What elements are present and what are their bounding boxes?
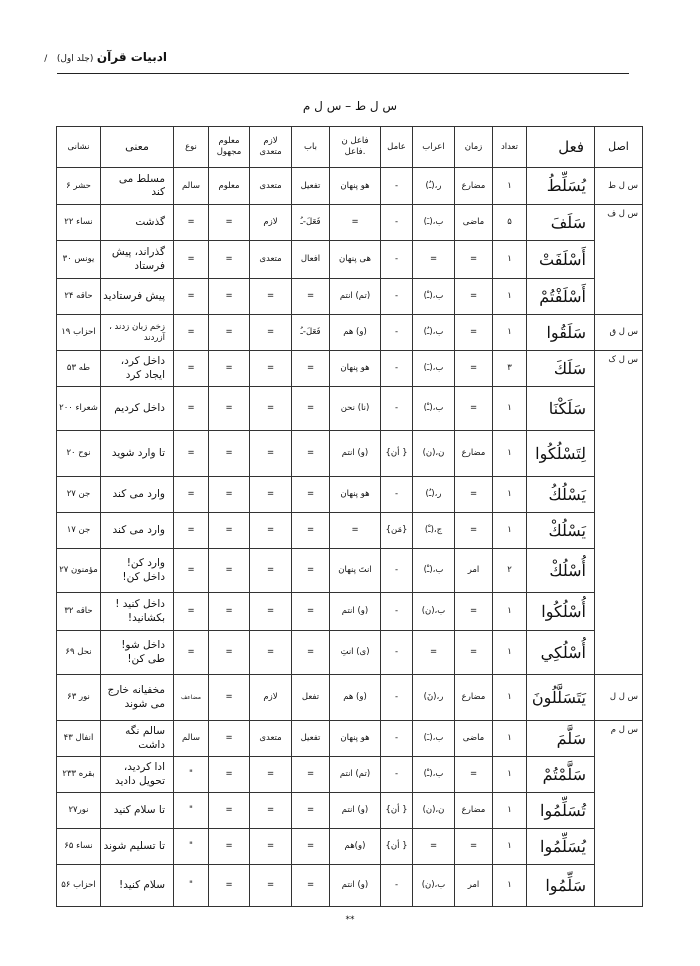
cell-amil: -: [381, 477, 413, 513]
cell-amil: { أن}: [381, 829, 413, 865]
cell-tense: مضارع: [455, 793, 493, 829]
cell-type: سالم: [174, 168, 209, 205]
col-header-transitivity: لازم متعدی: [250, 127, 292, 168]
cell-type: =: [174, 205, 209, 241]
cell-irab: =: [413, 241, 455, 279]
cell-irab: ر،(ـُ): [413, 168, 455, 205]
cell-verb: سَلَّمْتُمْ: [527, 757, 595, 793]
cell-tense: =: [455, 593, 493, 631]
cell-root: س ل ط: [595, 168, 643, 205]
cell-transitivity: =: [250, 513, 292, 549]
cell-type: ": [174, 757, 209, 793]
cell-type: =: [174, 279, 209, 315]
table-row: [57, 168, 643, 205]
cell-voice: =: [209, 631, 250, 675]
cell-voice: =: [209, 793, 250, 829]
cell-voice: =: [209, 205, 250, 241]
cell-subject: (ی) انتِ: [330, 631, 381, 675]
cell-type: =: [174, 351, 209, 387]
cell-voice: =: [209, 721, 250, 757]
cell-transitivity: =: [250, 431, 292, 477]
cell-amil: -: [381, 721, 413, 757]
cell-ref: حاقه ۲۴: [57, 279, 101, 315]
cell-root: س ل ق: [595, 315, 643, 351]
cell-voice: =: [209, 549, 250, 593]
cell-subject: (و) انتم: [330, 793, 381, 829]
cell-transitivity: =: [250, 351, 292, 387]
cell-transitivity: =: [250, 477, 292, 513]
cell-amil: -: [381, 387, 413, 431]
cell-count: ۱: [493, 241, 527, 279]
cell-tense: =: [455, 387, 493, 431]
cell-voice: =: [209, 351, 250, 387]
table-row: [57, 351, 643, 387]
cell-root: س ل ک: [595, 351, 643, 675]
cell-transitivity: متعدی: [250, 721, 292, 757]
cell-verb: تُسَلِّمُوا: [527, 793, 595, 829]
cell-count: ۱: [493, 631, 527, 675]
section-title: س ل ط – س ل م: [302, 99, 398, 113]
cell-tense: =: [455, 315, 493, 351]
cell-count: ۱: [493, 593, 527, 631]
cell-ref: مؤمنون ۲۷: [57, 549, 101, 593]
cell-ref: نساء ۲۲: [57, 205, 101, 241]
cell-verb: أُسْلُكُوا: [527, 593, 595, 631]
cell-amil: -: [381, 168, 413, 205]
col-header-tense: زمان: [455, 127, 493, 168]
cell-bab: =: [292, 593, 330, 631]
cell-count: ۱: [493, 829, 527, 865]
table-row: [57, 549, 643, 593]
cell-count: ۳: [493, 351, 527, 387]
cell-irab: ن،(ن): [413, 431, 455, 477]
cell-subject: هو پنهان: [330, 721, 381, 757]
cell-irab: ب،(ـْ): [413, 387, 455, 431]
cell-type: =: [174, 593, 209, 631]
cell-subject: (و) انتم: [330, 593, 381, 631]
cell-tense: =: [455, 279, 493, 315]
cell-tense: امر: [455, 549, 493, 593]
col-header-ref: نشانی: [57, 127, 101, 168]
cell-meaning: وارد کن! داخل کن!: [101, 549, 174, 593]
cell-count: ۱: [493, 315, 527, 351]
cell-subject: (و) هم: [330, 675, 381, 721]
table-body: [57, 168, 643, 907]
cell-tense: =: [455, 757, 493, 793]
cell-count: ۲: [493, 549, 527, 593]
cell-type: ": [174, 865, 209, 907]
cell-verb: سَلَكَ: [527, 351, 595, 387]
cell-meaning: وارد می کند: [101, 477, 174, 513]
cell-subject: هو پنهان: [330, 168, 381, 205]
cell-meaning: گذراند، پیش فرستاد: [101, 241, 174, 279]
cell-verb: سَلَكْنَا: [527, 387, 595, 431]
table-row: [57, 829, 643, 865]
cell-count: ۵: [493, 205, 527, 241]
cell-count: ۱: [493, 513, 527, 549]
cell-ref: طه ۵۳: [57, 351, 101, 387]
cell-voice: =: [209, 387, 250, 431]
cell-irab: ن،(ن): [413, 793, 455, 829]
cell-subject: هو پنهان: [330, 351, 381, 387]
cell-root: س ل ف: [595, 205, 643, 315]
page-separator: /: [44, 54, 48, 64]
table-row: [57, 315, 643, 351]
cell-irab: ج،(ـْ): [413, 513, 455, 549]
cell-ref: شعراء ۲۰۰: [57, 387, 101, 431]
cell-bab: =: [292, 351, 330, 387]
table-row: [57, 721, 643, 757]
col-header-count: تعداد: [493, 127, 527, 168]
cell-voice: =: [209, 757, 250, 793]
table-row: [57, 865, 643, 907]
cell-amil: { أن}: [381, 793, 413, 829]
cell-verb: يَتَسَلَّلُونَ: [527, 675, 595, 721]
cell-verb: سَلَفَ: [527, 205, 595, 241]
cell-meaning: ادا کردید، تحویل دادید: [101, 757, 174, 793]
cell-tense: مضارع: [455, 168, 493, 205]
table-row: [57, 477, 643, 513]
table-row: [57, 279, 643, 315]
table-row: [57, 513, 643, 549]
cell-subject: (و) هم: [330, 315, 381, 351]
cell-subject: (و) انتم: [330, 431, 381, 477]
cell-ref: نور۲۷: [57, 793, 101, 829]
cell-irab: ر،(نَ): [413, 675, 455, 721]
cell-type: سالم: [174, 721, 209, 757]
cell-verb: يَسْلُكُ: [527, 477, 595, 513]
cell-ref: جن ۲۷: [57, 477, 101, 513]
cell-subject: (و)هم: [330, 829, 381, 865]
cell-verb: سَلِّمُوا: [527, 865, 595, 907]
cell-verb: يُسَلِّمُوا: [527, 829, 595, 865]
cell-ref: نساء ۶۵: [57, 829, 101, 865]
cell-bab: =: [292, 865, 330, 907]
cell-voice: =: [209, 431, 250, 477]
cell-bab: =: [292, 387, 330, 431]
cell-amil: -: [381, 675, 413, 721]
cell-transitivity: =: [250, 631, 292, 675]
cell-count: ۱: [493, 431, 527, 477]
table-row: [57, 241, 643, 279]
table-row: [57, 387, 643, 431]
cell-transitivity: =: [250, 865, 292, 907]
cell-meaning: تا سلام کنید: [101, 793, 174, 829]
cell-bab: =: [292, 549, 330, 593]
cell-tense: مضارع: [455, 675, 493, 721]
cell-type: =: [174, 315, 209, 351]
cell-voice: =: [209, 829, 250, 865]
running-head: [44, 50, 167, 64]
cell-verb: أُسْلُكْ: [527, 549, 595, 593]
col-header-type: نوع: [174, 127, 209, 168]
cell-subject: =: [330, 513, 381, 549]
col-header-subject: فاعل ن .فاعل: [330, 127, 381, 168]
cell-type: ": [174, 793, 209, 829]
cell-irab: =: [413, 631, 455, 675]
cell-meaning: تا تسلیم شوند: [101, 829, 174, 865]
cell-verb: أَسْلَفْتُمْ: [527, 279, 595, 315]
cell-amil: -: [381, 315, 413, 351]
cell-tense: =: [455, 477, 493, 513]
cell-amil: -: [381, 757, 413, 793]
cell-bab: تفعیل: [292, 721, 330, 757]
cell-subject: (و) انتم: [330, 865, 381, 907]
cell-bab: =: [292, 793, 330, 829]
cell-type: =: [174, 387, 209, 431]
cell-meaning: تا وارد شوید: [101, 431, 174, 477]
cell-verb: أُسْلُكِي: [527, 631, 595, 675]
cell-transitivity: =: [250, 387, 292, 431]
cell-tense: =: [455, 241, 493, 279]
cell-voice: =: [209, 241, 250, 279]
cell-verb: سَلَقُوا: [527, 315, 595, 351]
cell-ref: جن ۱۷: [57, 513, 101, 549]
cell-meaning: مسلط می کند: [101, 168, 174, 205]
cell-subject: (تم) انتم: [330, 279, 381, 315]
cell-type: =: [174, 513, 209, 549]
cell-type: ": [174, 829, 209, 865]
cell-irab: ب،(ـَ): [413, 721, 455, 757]
cell-count: ۱: [493, 721, 527, 757]
cell-irab: ب،(ـَ): [413, 205, 455, 241]
cell-voice: =: [209, 865, 250, 907]
volume-label: (جلد اول): [56, 54, 94, 64]
cell-bab: =: [292, 757, 330, 793]
cell-bab: افعال: [292, 241, 330, 279]
cell-transitivity: =: [250, 315, 292, 351]
cell-verb: يَسْلُكْ: [527, 513, 595, 549]
cell-bab: =: [292, 431, 330, 477]
cell-amil: -: [381, 593, 413, 631]
col-header-verb: فعل: [527, 127, 595, 168]
cell-irab: ب،(ـْ): [413, 757, 455, 793]
cell-irab: ب،(ـْ): [413, 279, 455, 315]
cell-tense: =: [455, 631, 493, 675]
cell-subject: (نا) نحن: [330, 387, 381, 431]
table-header-row: [57, 127, 643, 168]
cell-irab: ب،(ـُ): [413, 315, 455, 351]
cell-voice: =: [209, 593, 250, 631]
page-header: [44, 50, 632, 70]
cell-count: ۱: [493, 757, 527, 793]
cell-voice: =: [209, 279, 250, 315]
col-header-bab: باب: [292, 127, 330, 168]
cell-transitivity: =: [250, 549, 292, 593]
col-header-meaning: معنی: [101, 127, 174, 168]
header-rule: [57, 73, 629, 74]
cell-count: ۱: [493, 387, 527, 431]
cell-tense: =: [455, 351, 493, 387]
cell-subject: هو پنهان: [330, 477, 381, 513]
cell-count: ۱: [493, 793, 527, 829]
table-row: [57, 205, 643, 241]
table-row: [57, 593, 643, 631]
cell-transitivity: متعدی: [250, 168, 292, 205]
cell-type: مضاعف: [174, 675, 209, 721]
table-row: [57, 431, 643, 477]
cell-tense: =: [455, 829, 493, 865]
cell-ref: حشر ۶: [57, 168, 101, 205]
cell-count: ۱: [493, 865, 527, 907]
book-title: ادبیات قرآن: [96, 50, 167, 64]
cell-transitivity: متعدی: [250, 241, 292, 279]
cell-tense: =: [455, 513, 493, 549]
cell-voice: معلوم: [209, 168, 250, 205]
cell-meaning: سالم نگه داشت: [101, 721, 174, 757]
cell-subject: =: [330, 205, 381, 241]
cell-meaning: سلام کنید!: [101, 865, 174, 907]
table-row: [57, 631, 643, 675]
cell-type: =: [174, 241, 209, 279]
cell-bab: =: [292, 279, 330, 315]
cell-root: س ل م: [595, 721, 643, 907]
cell-amil: -: [381, 205, 413, 241]
cell-irab: ب،(ـَ): [413, 351, 455, 387]
cell-bab: =: [292, 631, 330, 675]
cell-amil: {مَن}: [381, 513, 413, 549]
table-row: [57, 793, 643, 829]
cell-meaning: زخم زبان زدند ، آزردند: [101, 315, 174, 351]
cell-transitivity: =: [250, 829, 292, 865]
cell-ref: نور ۶۳: [57, 675, 101, 721]
cell-voice: =: [209, 675, 250, 721]
cell-type: =: [174, 549, 209, 593]
cell-bab: =: [292, 829, 330, 865]
col-header-voice: معلوم مجهول: [209, 127, 250, 168]
cell-subject: انتَ پنهان: [330, 549, 381, 593]
cell-tense: مضارع: [455, 431, 493, 477]
cell-ref: نوح ۲۰: [57, 431, 101, 477]
cell-verb: يُسَلِّطُ: [527, 168, 595, 205]
col-header-amil: عامل: [381, 127, 413, 168]
cell-tense: ماضی: [455, 721, 493, 757]
cell-transitivity: =: [250, 593, 292, 631]
cell-type: =: [174, 477, 209, 513]
cell-ref: احزاب ۱۹: [57, 315, 101, 351]
cell-bab: تفعیل: [292, 168, 330, 205]
cell-type: =: [174, 631, 209, 675]
cell-ref: حاقه ۳۲: [57, 593, 101, 631]
cell-irab: ب،(ن): [413, 593, 455, 631]
cell-voice: =: [209, 477, 250, 513]
cell-verb: لِتَسْلُكُوا: [527, 431, 595, 477]
cell-bab: فَعَلَ-ـُ: [292, 205, 330, 241]
cell-count: ۱: [493, 675, 527, 721]
footer-mark: **: [345, 915, 355, 925]
cell-irab: ر،(ـُ): [413, 477, 455, 513]
cell-meaning: داخل کنید ! بکشانید!: [101, 593, 174, 631]
cell-type: =: [174, 431, 209, 477]
cell-meaning: مخفیانه خارج می شوند: [101, 675, 174, 721]
cell-irab: =: [413, 829, 455, 865]
verb-table: [56, 126, 643, 907]
cell-count: ۱: [493, 477, 527, 513]
cell-verb: أَسْلَفَتْ: [527, 241, 595, 279]
col-header-irab: اعراب: [413, 127, 455, 168]
cell-ref: نحل ۶۹: [57, 631, 101, 675]
cell-subject: (تم) انتم: [330, 757, 381, 793]
cell-voice: =: [209, 513, 250, 549]
cell-irab: ب،(ـْ): [413, 549, 455, 593]
cell-meaning: گذشت: [101, 205, 174, 241]
cell-amil: { أن}: [381, 431, 413, 477]
cell-voice: =: [209, 315, 250, 351]
cell-count: ۱: [493, 279, 527, 315]
cell-ref: انفال ۴۳: [57, 721, 101, 757]
cell-verb: سَلَّمَ: [527, 721, 595, 757]
cell-ref: احزاب ۵۶: [57, 865, 101, 907]
cell-transitivity: لازم: [250, 205, 292, 241]
cell-amil: -: [381, 631, 413, 675]
cell-meaning: داخل شو! طی کن!: [101, 631, 174, 675]
cell-amil: -: [381, 241, 413, 279]
cell-amil: -: [381, 351, 413, 387]
cell-count: ۱: [493, 168, 527, 205]
cell-amil: -: [381, 279, 413, 315]
cell-tense: ماضی: [455, 205, 493, 241]
cell-bab: فَعَلَ-ـُ: [292, 315, 330, 351]
cell-meaning: پیش فرستادید: [101, 279, 174, 315]
cell-tense: امر: [455, 865, 493, 907]
cell-bab: =: [292, 477, 330, 513]
cell-subject: هی پنهان: [330, 241, 381, 279]
cell-irab: ب،(ن): [413, 865, 455, 907]
cell-transitivity: =: [250, 279, 292, 315]
cell-bab: =: [292, 513, 330, 549]
cell-amil: -: [381, 549, 413, 593]
cell-ref: یونس ۳۰: [57, 241, 101, 279]
cell-transitivity: =: [250, 793, 292, 829]
cell-amil: -: [381, 865, 413, 907]
cell-transitivity: =: [250, 757, 292, 793]
cell-meaning: وارد می کند: [101, 513, 174, 549]
cell-meaning: داخل کردیم: [101, 387, 174, 431]
cell-ref: بقره ۲۳۳: [57, 757, 101, 793]
col-header-root: اصل: [595, 127, 643, 168]
cell-root: س ل ل: [595, 675, 643, 721]
cell-bab: تفعل: [292, 675, 330, 721]
table-row: [57, 675, 643, 721]
cell-transitivity: لازم: [250, 675, 292, 721]
table-row: [57, 757, 643, 793]
cell-meaning: داخل کرد، ایجاد کرد: [101, 351, 174, 387]
